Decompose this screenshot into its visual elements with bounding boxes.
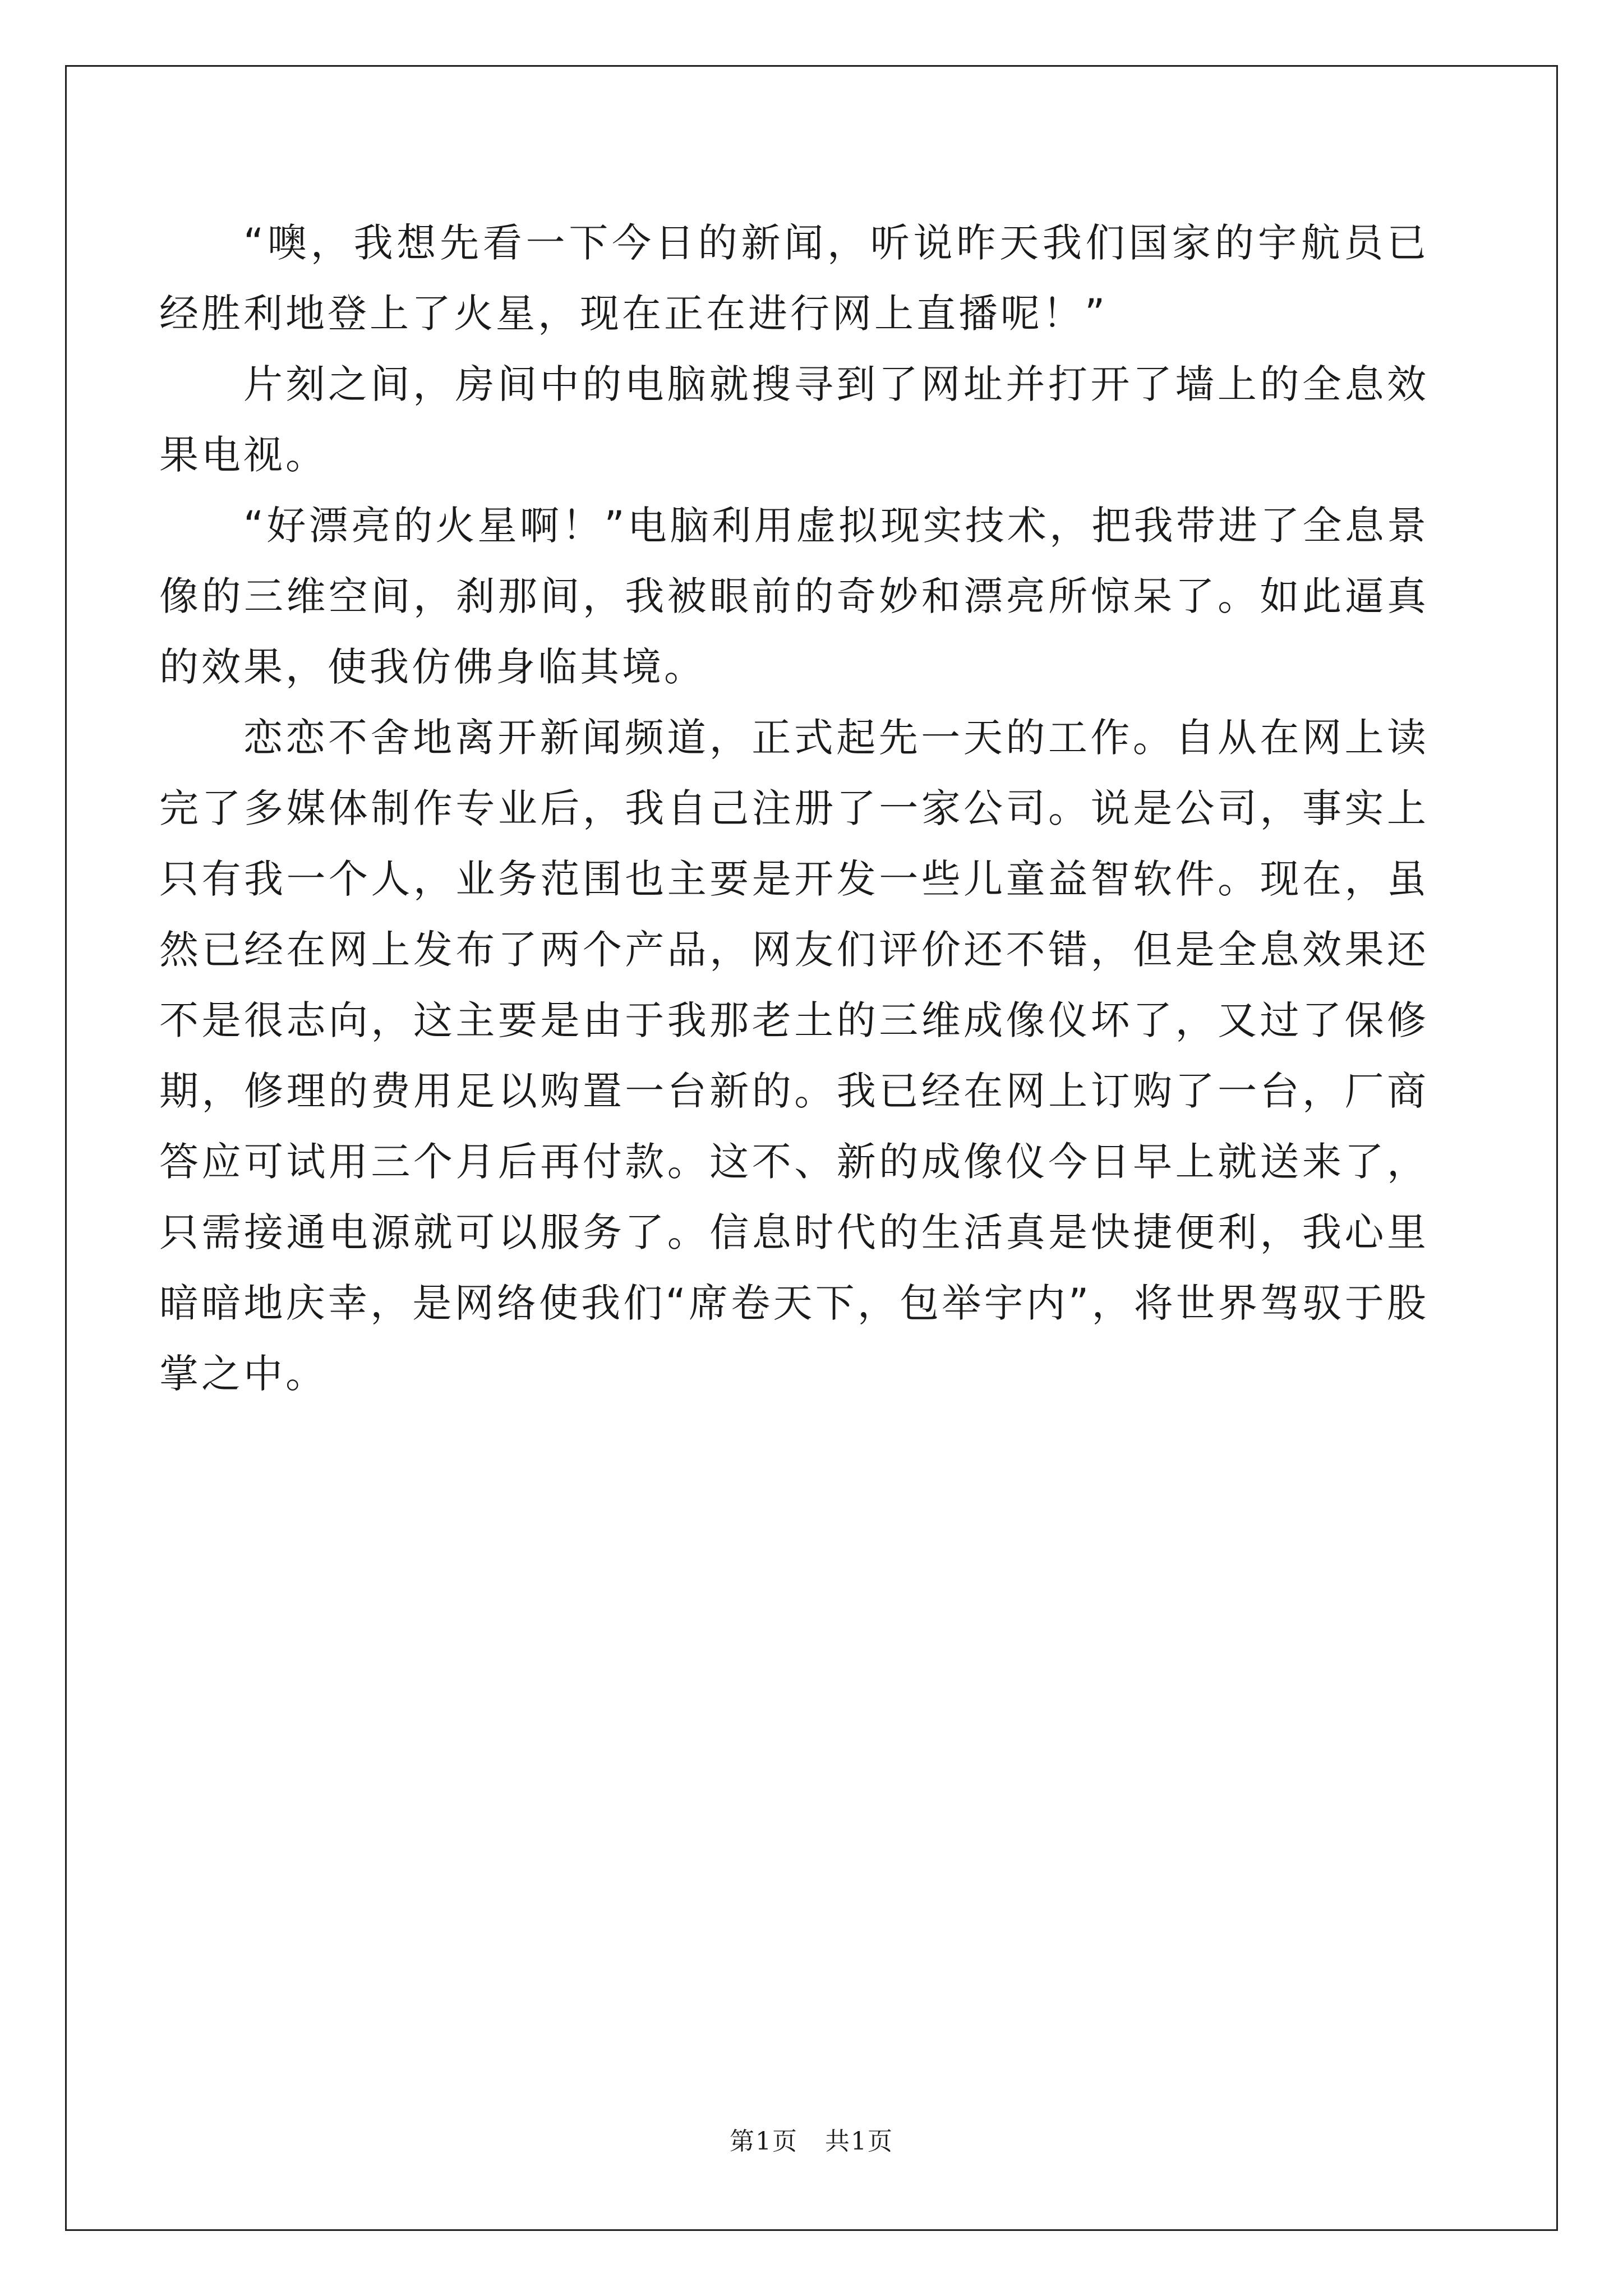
page-total: 共1页 [825, 2127, 893, 2156]
paragraph: “好漂亮的火星啊！”电脑利用虚拟现实技术，把我带进了全息景像的三维空间，刹那间，我被眼前的奇妙和漂亮所惊呆了。如此逼真的效果，使我仿佛身临其境。 [159, 503, 1429, 690]
document-body [159, 208, 1429, 1409]
paragraph: “噢，我想先看一下今日的新闻，听说昨天我们国家的宇航员已经胜利地登上了火星，现在正在进行网上直播呢！” [159, 220, 1429, 337]
page-footer [0, 2125, 1623, 2159]
paragraph: 恋恋不舍地离开新闻频道，正式起先一天的工作。自从在网上读完了多媒体制作专业后，我自己注册了一家公司。说是公司，事实上只有我一个人，业务范围也主要是开发一些儿童益智软件。现在，虽然已经在网上发布了两个产品，网友们评价还不错，但是全息效果还不是很志向，这主要是由于我那老土的三维成像仪坏了，又过了保修期，修理的费用足以购置一台新的。我已经在网上订购了一台，厂商答应可试用三个月后再付款。这不、新的成像仪今日早上就送来了，只需接通电源就可以服务了。信息时代的生活真是快捷便利，我心里暗暗地庆幸，是网络使我们“席卷天下，包举宇内”，将世界驾驭于股掌之中。 [159, 715, 1429, 1397]
page-number: 第1页 [730, 2127, 798, 2156]
paragraph: 片刻之间，房间中的电脑就搜寻到了网址并打开了墙上的全息效果电视。 [159, 361, 1429, 478]
